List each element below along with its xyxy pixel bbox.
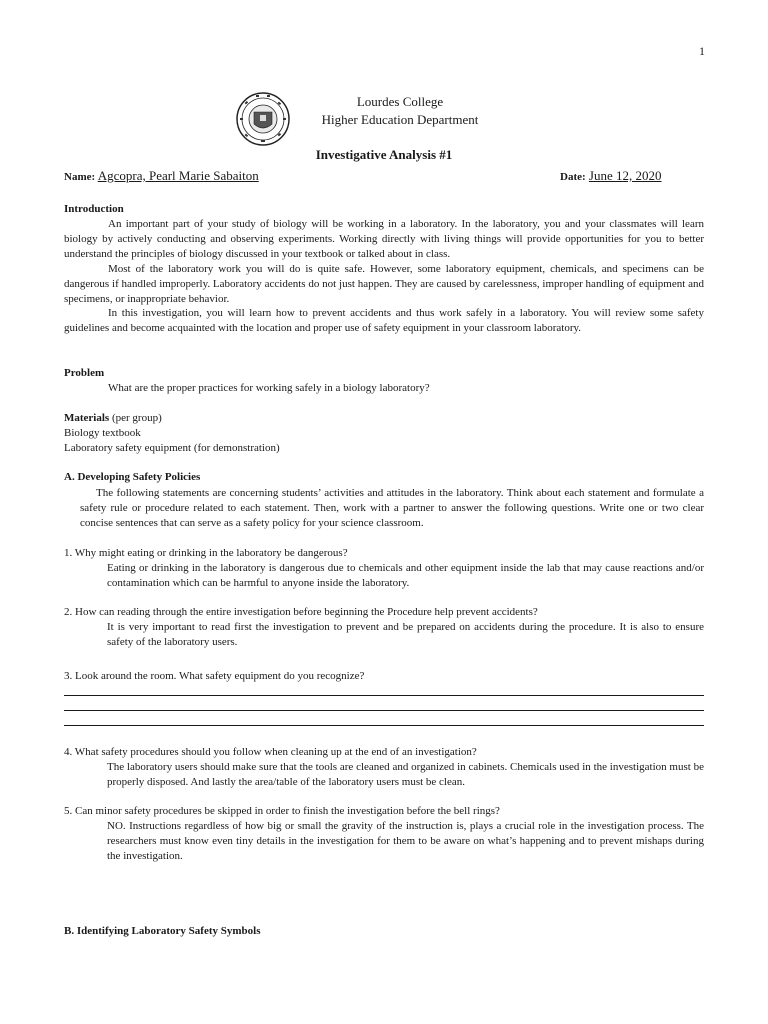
introduction-paragraph: In this investigation, you will learn how to prevent accidents and thus work safely in a laboratory. You will review some safety guidelines and become acquainted with the location and proper use of safety equipment in your classroom laboratory. [64, 307, 704, 334]
question-text: 5. Can minor safety procedures be skipped in order to finish the investigation before the bell rings? [64, 805, 500, 817]
question-text: 1. Why might eating or drinking in the laboratory be dangerous? [64, 547, 348, 559]
answer-text: Eating or drinking in the laboratory is dangerous due to chemicals and other equipment inside the lab that may cause reactions and/or contamination which can be harmful to anyone inside the laboratory. [107, 562, 704, 589]
date-label: Date: [560, 171, 586, 183]
document-title: Investigative Analysis #1 [315, 147, 453, 162]
department-name: Higher Education Department [321, 112, 479, 127]
materials-item: Laboratory safety equipment (for demonstration) [64, 442, 280, 454]
answer-text: NO. Instructions regardless of how big or small the gravity of the instruction is, plays a crucial role in the investigation process. The researchers must know even tiny details in the investigation for them to be aware on what’s happening and to prevent mishaps during the investigation. [107, 820, 704, 862]
materials-line [64, 411, 704, 426]
introduction-paragraph: Most of the laboratory work you will do is quite safe. However, some laboratory equipment, chemicals, and specimens can be dangerous if handled improperly. Laboratory accidents do not just happen. They are caused by carelessness, improper handling of equipment and specimens, or inappropriate behavior. [64, 263, 704, 305]
materials-heading: Materials [64, 412, 110, 424]
name-label: Name: [64, 171, 96, 183]
college-name: Lourdes College [356, 94, 444, 109]
section-a-heading: A. Developing Safety Policies [64, 471, 201, 483]
section-a-intro: The following statements are concerning students’ activities and attitudes in the laboratory. Think about each statement and formulate a safety rule or procedure related to each statement. Then, work with a partner to answer the following questions. Write one or two clear concise sentences that can serve as a safety policy for your science classroom. [80, 487, 704, 529]
question-text: 4. What safety procedures should you follow when cleaning up at the end of an investigation? [64, 746, 477, 758]
answer-text: It is very important to read first the investigation to prevent and be prepared on accidents during the procedure. It is also to ensure safety of the laboratory users. [107, 621, 704, 648]
date-row [560, 167, 662, 186]
name-value: Agcopra, Pearl Marie Sabaiton [97, 168, 259, 183]
college-header [300, 93, 500, 129]
date-value: June 12, 2020 [588, 168, 662, 183]
college-seal-icon [236, 92, 290, 146]
problem-heading: Problem [64, 367, 105, 379]
name-row [64, 167, 259, 186]
answer-blank-line [64, 695, 704, 696]
question-text: 2. How can reading through the entire investigation before beginning the Procedure help prevent accidents? [64, 606, 538, 618]
section-b-heading: B. Identifying Laboratory Safety Symbols [64, 925, 261, 937]
materials-item: Biology textbook [64, 427, 141, 439]
introduction-paragraph: An important part of your study of biology will be working in a laboratory. In the laboratory, you and your classmates will learn biology by actively conducting and observing experiments. Working directly with living things will provide opportunities for you to better understand the principles of biology discussed in your textbook or talked about in class. [64, 218, 704, 260]
answer-blank-line [64, 725, 704, 726]
page-number: 1 [699, 44, 705, 58]
problem-text: What are the proper practices for working safely in a biology laboratory? [108, 382, 430, 394]
introduction-heading: Introduction [64, 203, 124, 215]
answer-text: The laboratory users should make sure that the tools are cleaned and organized in cabinets. Chemicals used in the investigation must be properly disposed. And lastly the area/table of the laboratory users must be clean. [107, 761, 704, 788]
question-text: 3. Look around the room. What safety equipment do you recognize? [64, 670, 365, 682]
materials-qualifier: (per group) [111, 412, 162, 424]
answer-blank-line [64, 710, 704, 711]
